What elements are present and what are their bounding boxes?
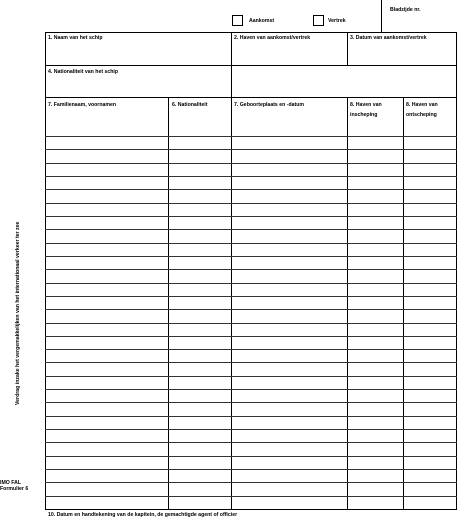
convention-vertical-text: Verdrag inzake het vergemakkelijken van het internationaal verkeer ter zee	[15, 221, 21, 405]
divider-col-347-top	[347, 32, 348, 66]
col-header-embark	[350, 102, 382, 118]
col-header-disembark	[406, 102, 438, 118]
col-header-nationality: 6. Nationaliteit	[172, 102, 208, 108]
table-row[interactable]	[46, 164, 456, 176]
table-row[interactable]	[46, 217, 456, 229]
departure-label: Vertrek	[328, 18, 346, 24]
table-row[interactable]	[46, 204, 456, 216]
divider-col-232-top	[231, 32, 232, 98]
table-row[interactable]	[46, 430, 456, 442]
ship-name-field[interactable]	[47, 42, 229, 64]
nationality-ship-label: 4. Nationaliteit van het schip	[48, 69, 119, 75]
table-row[interactable]	[46, 137, 456, 149]
port-label: 2. Haven van aankomst/vertrek	[234, 35, 311, 41]
col-header-birth: 7. Geboorteplaats en -datum	[234, 102, 305, 108]
frame-right	[456, 32, 457, 510]
col-header-disembark-line1: 8. Haven van	[406, 102, 438, 108]
arrival-checkbox[interactable]	[232, 15, 243, 26]
table-row[interactable]	[46, 443, 456, 455]
arrival-label: Aankomst	[249, 18, 275, 24]
table-row[interactable]	[46, 377, 456, 389]
col-header-embark-line2: inscheping	[350, 112, 378, 118]
col-header-disembark-line2: ontscheping	[406, 112, 437, 118]
table-row[interactable]	[46, 470, 456, 482]
table-row[interactable]	[46, 150, 456, 162]
table-row[interactable]	[46, 284, 456, 296]
ship-name-label: 1. Naam van het schip	[48, 35, 103, 41]
col-header-name: 7. Familienaam, voornamen	[48, 102, 117, 108]
table-row[interactable]	[46, 324, 456, 336]
page-number-label: Bladzijde nr.	[390, 7, 421, 13]
table-row[interactable]	[46, 297, 456, 309]
table-row[interactable]	[46, 230, 456, 242]
table-row[interactable]	[46, 483, 456, 495]
form-id-line1: IMO FAL	[0, 480, 22, 486]
table-row[interactable]	[46, 497, 456, 509]
page-number-field[interactable]	[385, 14, 455, 30]
table-row[interactable]	[46, 363, 456, 375]
table-row[interactable]	[46, 257, 456, 269]
form-id-line2: Formulier 6	[0, 486, 29, 492]
table-row[interactable]	[46, 417, 456, 429]
frame-bottom	[45, 509, 457, 510]
table-row[interactable]	[46, 244, 456, 256]
port-field[interactable]	[233, 42, 345, 64]
table-row[interactable]	[46, 350, 456, 362]
divider-row2	[45, 97, 457, 98]
table-row[interactable]	[46, 190, 456, 202]
table-row[interactable]	[46, 457, 456, 469]
table-row[interactable]	[46, 403, 456, 415]
nationality-ship-field[interactable]	[47, 76, 229, 96]
signature-label: 10. Datum en handtekening van de kapitein, de gemachtigde agent of officier	[48, 512, 238, 518]
table-row[interactable]	[46, 337, 456, 349]
page-box-left	[381, 0, 382, 33]
table-row[interactable]	[46, 177, 456, 189]
date-field[interactable]	[349, 42, 455, 64]
form-id	[0, 480, 28, 492]
col-header-embark-line1: 8. Haven van	[350, 102, 382, 108]
divider-row1	[45, 65, 457, 66]
table-row[interactable]	[46, 390, 456, 402]
departure-checkbox[interactable]	[313, 15, 324, 26]
frame-top	[45, 32, 457, 33]
date-label: 3. Datum van aankomst/vertrek	[350, 35, 427, 41]
table-row[interactable]	[46, 310, 456, 322]
table-row[interactable]	[46, 270, 456, 282]
